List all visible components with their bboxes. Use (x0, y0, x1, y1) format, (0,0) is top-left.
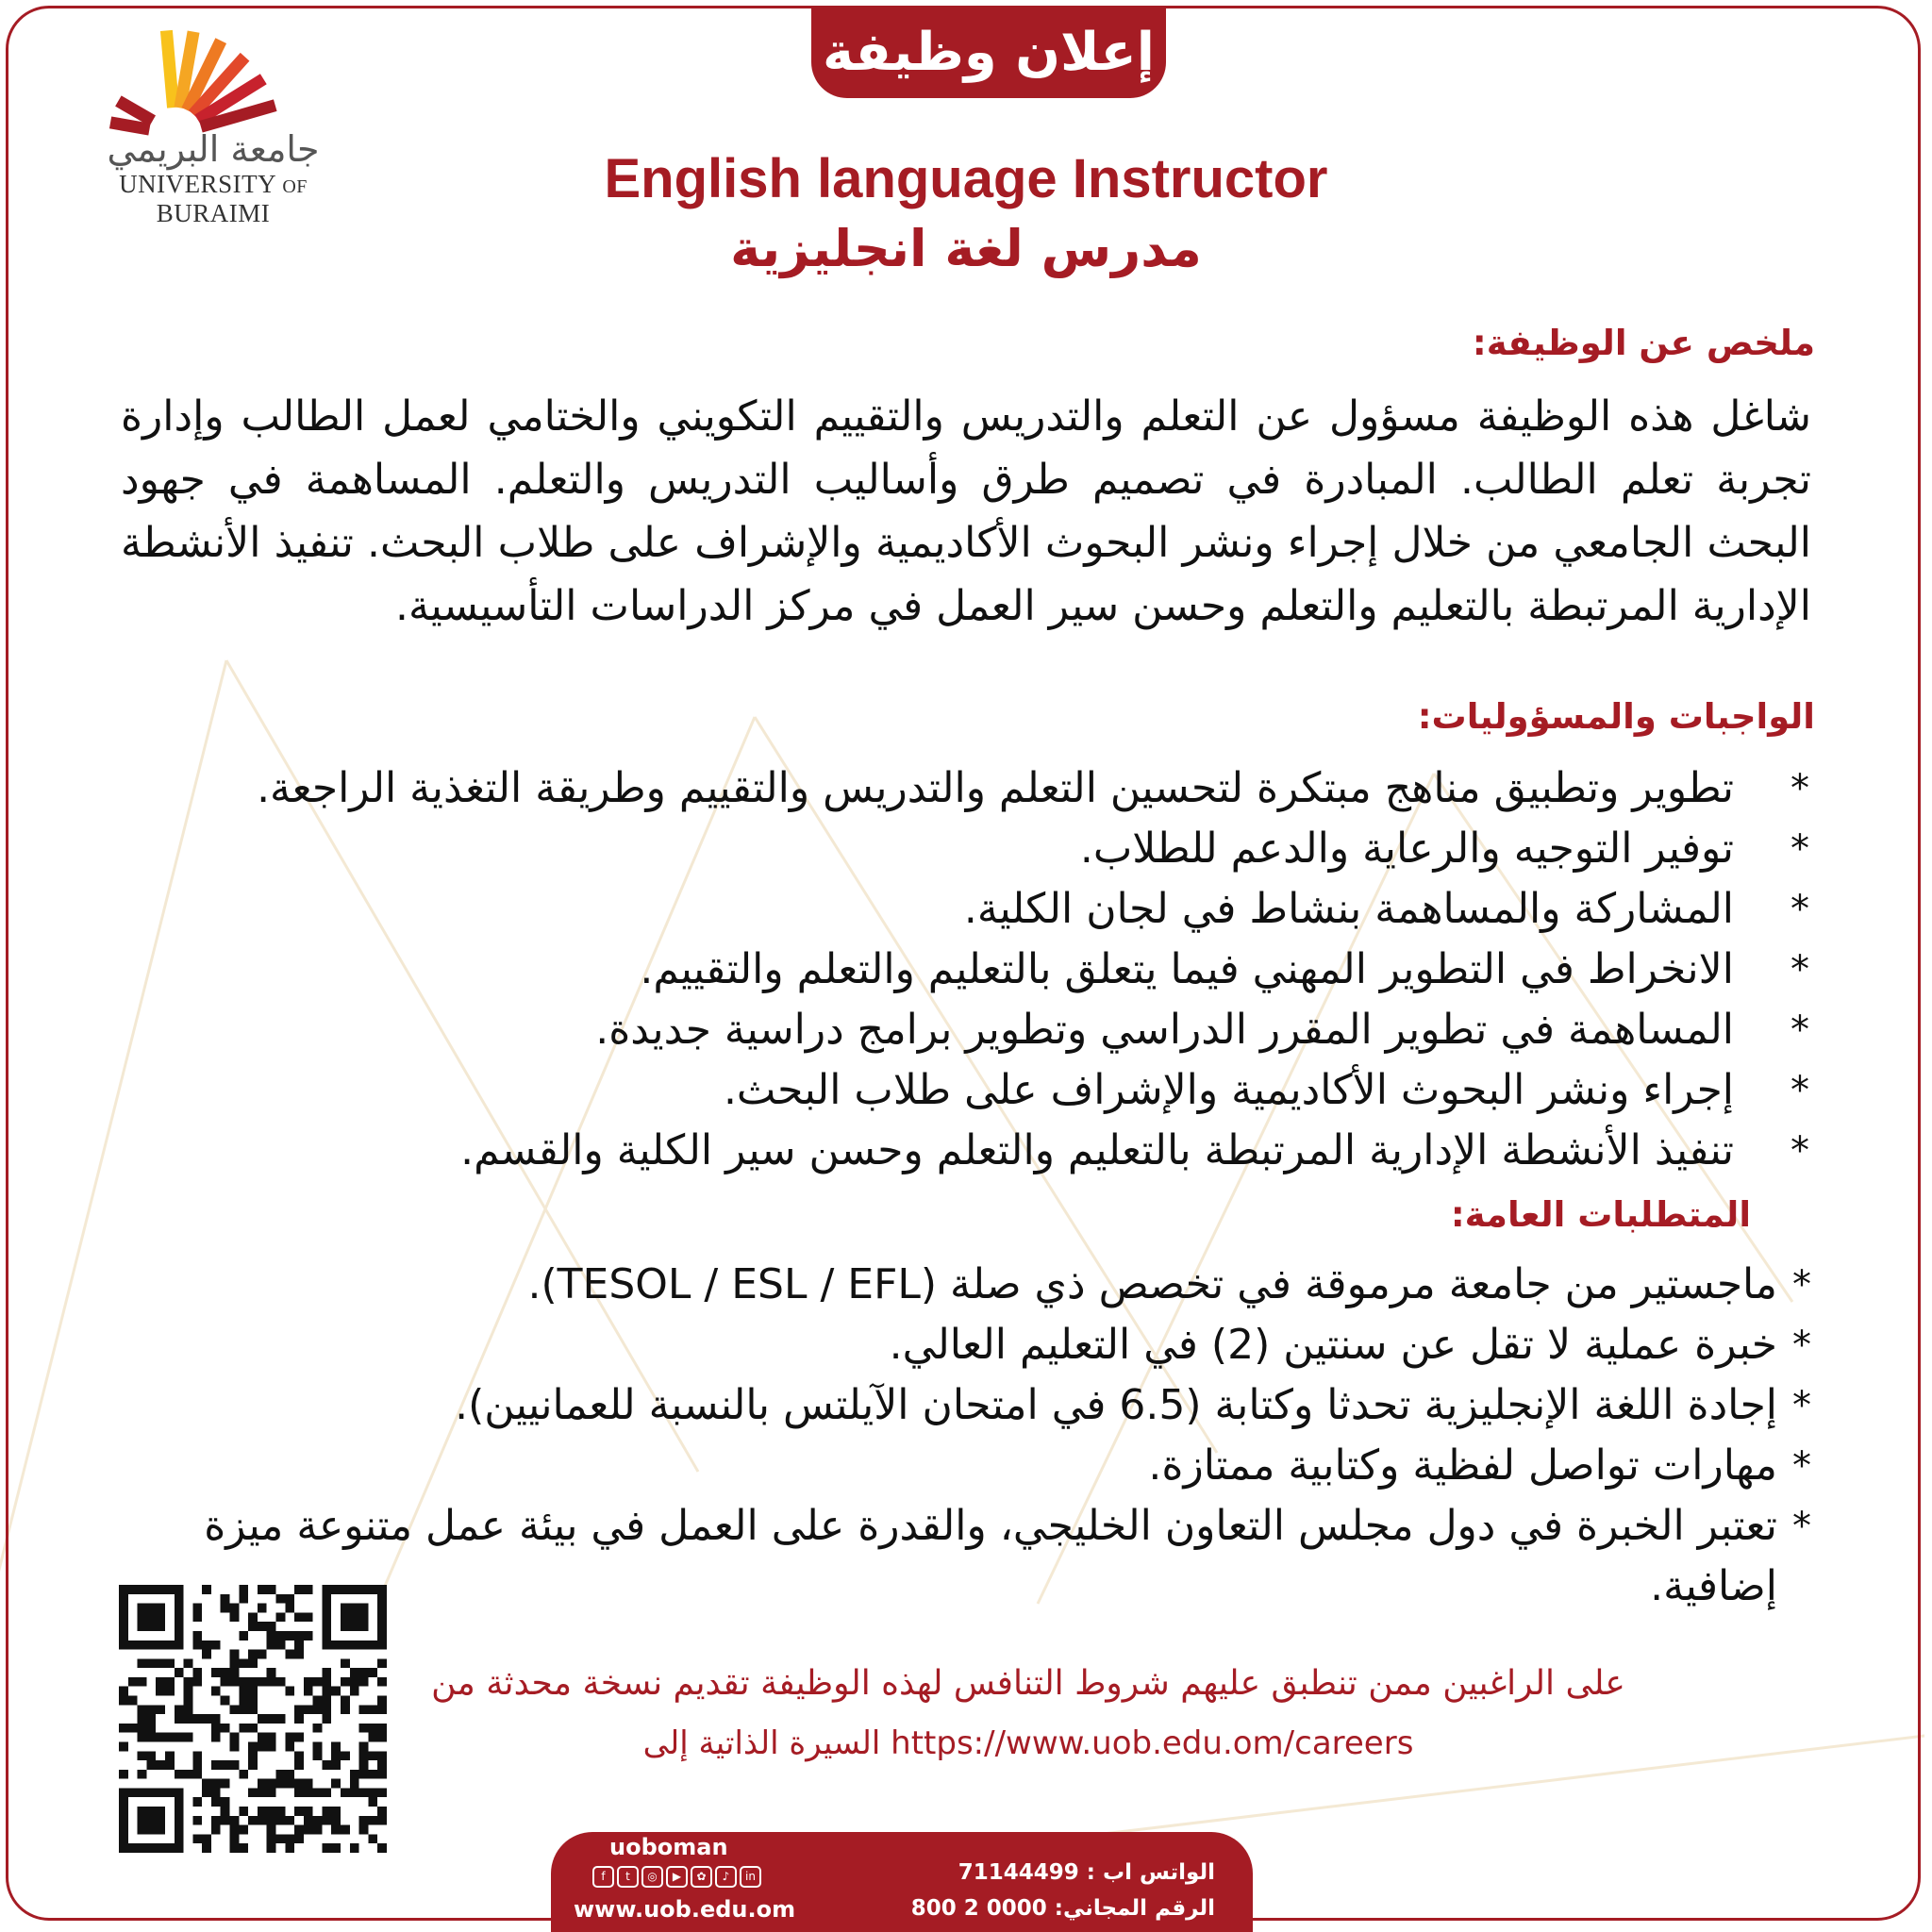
logo-ray (166, 30, 173, 108)
duty-item: * المساهمة في تطوير المقرر الدراسي وتطوير برامج دراسية جديدة. (189, 1000, 1809, 1060)
duty-item: * تطوير وتطبيق مناهج مبتكرة لتحسين التعلم والتدريس والتقييم وطريقة التغذية الراجعة. (189, 758, 1809, 819)
requirement-item: * تعتبر الخبرة في دول مجلس التعاون الخليجي، والقدرة على العمل في بيئة عمل متنوعة ميزة إضافية. (113, 1496, 1811, 1617)
social-icons (592, 1866, 761, 1888)
duty-item: * تنفيذ الأنشطة الإدارية المرتبطة بالتعليم والتعلم وحسن سير الكلية والقسم. (189, 1121, 1809, 1181)
job-title-arabic: مدرس لغة انجليزية (730, 219, 1202, 278)
requirement-item: * خبرة عملية لا تقل عن سنتين (2) في التعليم العالي. (113, 1315, 1811, 1375)
tiktok-icon[interactable]: ♪ (715, 1866, 737, 1888)
careers-link[interactable]: https://www.uob.edu.om/careers (891, 1724, 1414, 1762)
duty-item: * إجراء ونشر البحوث الأكاديمية والإشراف على طلاب البحث. (189, 1060, 1809, 1121)
requirement-item: * إجادة اللغة الإنجليزية تحدثا وكتابة (6.5 في امتحان الآيلتس بالنسبة للعمانيين). (113, 1375, 1811, 1436)
requirement-item: * مهارات تواصل لفظية وكتابية ممتازة. (113, 1436, 1811, 1496)
social-handle: uoboman (609, 1834, 728, 1860)
tollfree-number: الرقم المجاني: 0000 2 800 (910, 1896, 1215, 1921)
website-link[interactable]: www.uob.edu.om (574, 1896, 796, 1923)
snapchat-icon[interactable]: ✿ (691, 1866, 712, 1888)
apply-cv-text: السيرة الذاتية إلى (642, 1724, 881, 1762)
job-announcement-badge: إعلان وظيفة (811, 6, 1166, 98)
youtube-icon[interactable]: ▶ (666, 1866, 688, 1888)
requirements-list (113, 1255, 1811, 1617)
requirement-item: * ماجستير من جامعة مرموقة في تخصص ذي صلة (TESOL / ESL / EFL). (113, 1255, 1811, 1315)
footer-contact-bar (551, 1832, 1253, 1932)
apply-instructions: على الراغبين ممن تنطبق عليهم شروط التنافس لهذه الوظيفة تقديم نسخة محدثة من (431, 1664, 1625, 1703)
qr-code-icon[interactable] (119, 1585, 387, 1853)
facebook-icon[interactable]: f (592, 1866, 614, 1888)
duty-item: * المشاركة والمساهمة بنشاط في لجان الكلية. (189, 879, 1809, 940)
logo-english-name: UNIVERSITY OF BURAIMI (119, 170, 308, 227)
logo-arabic-name: جامعة البريمي (107, 128, 320, 170)
duty-item: * الانخراط في التطوير المهني فيما يتعلق بالتعليم والتعلم والتقييم. (189, 940, 1809, 1000)
twitter-icon[interactable]: t (617, 1866, 639, 1888)
summary-paragraph: شاغل هذه الوظيفة مسؤول عن التعلم والتدريس والتقييم التكويني والختامي لعمل الطالب وإدارة تجربة تعلم الطالب. المبادرة في تصميم طرق وأساليب التدريس والتعلم. المساهمة في جهود البحث الجامعي من خلال إجراء ونشر البحوث الأكاديمية والإشراف على طلاب البحث. تنفيذ الأنشطة الإدارية المرتبطة بالتعليم والتعلم وحسن سير العمل في مركز الدراسات التأسيسية. (121, 392, 1811, 630)
summary-heading: ملخص عن الوظيفة: (1472, 323, 1815, 363)
duties-heading: الواجبات والمسؤوليات: (1417, 696, 1815, 737)
job-title-english: English language Instructor (604, 148, 1328, 209)
duty-item: * توفير التوجيه والرعاية والدعم للطلاب. (189, 819, 1809, 879)
whatsapp-number: الواتس اب : 71144499 (958, 1860, 1215, 1885)
requirements-heading: المتطلبات العامة: (1450, 1194, 1751, 1235)
duties-list (189, 758, 1809, 1181)
apply-link-line (415, 1724, 1641, 1762)
instagram-icon[interactable]: ◎ (641, 1866, 663, 1888)
linkedin-icon[interactable]: in (740, 1866, 761, 1888)
logo-ray (118, 101, 152, 121)
